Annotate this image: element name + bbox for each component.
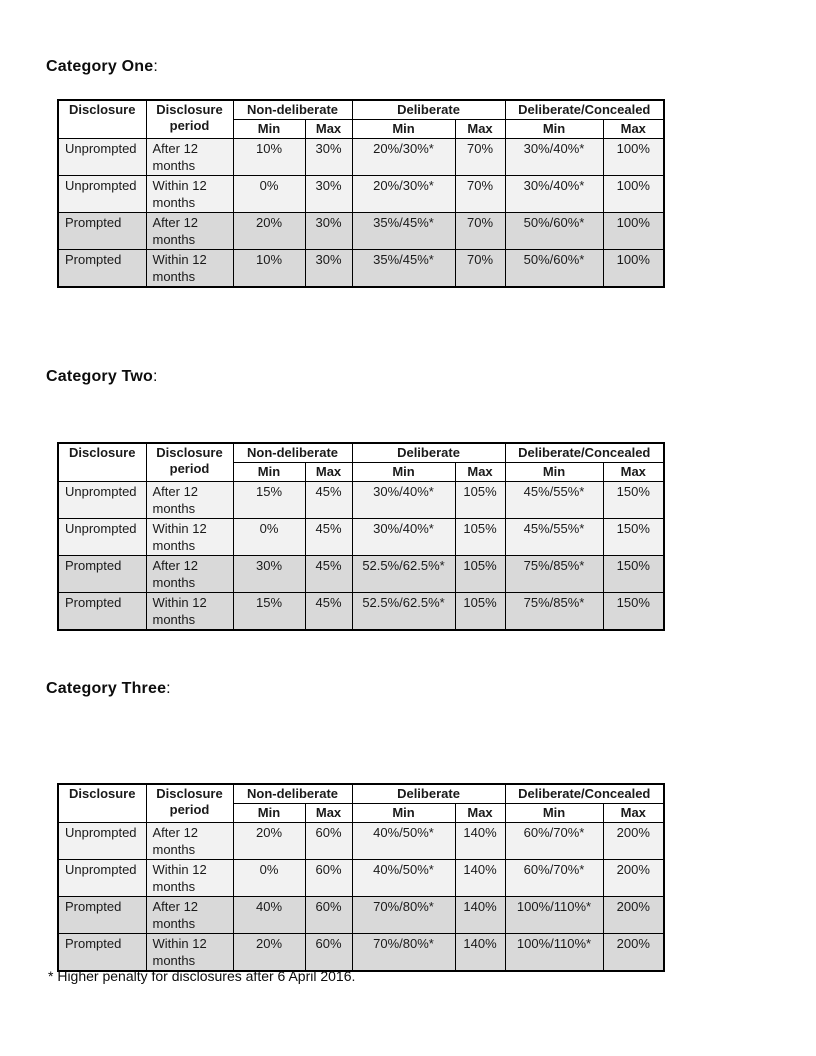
header-disclosure-period: Disclosure period xyxy=(146,100,233,139)
header-max: Max xyxy=(455,804,505,823)
cell-value: 20%/30%* xyxy=(352,139,455,176)
header-disclosure: Disclosure xyxy=(58,100,146,139)
cell-disclosure: Prompted xyxy=(58,250,146,288)
header-group-deliberate: Deliberate xyxy=(352,100,505,120)
cell-period: After 12 months xyxy=(146,556,233,593)
cell-period: After 12 months xyxy=(146,897,233,934)
table-header-group-row xyxy=(58,443,664,463)
header-min: Min xyxy=(505,120,603,139)
cell-value: 45%/55%* xyxy=(505,519,603,556)
cell-value: 40%/50%* xyxy=(352,823,455,860)
cell-disclosure: Unprompted xyxy=(58,860,146,897)
category-one-table xyxy=(57,99,665,288)
cell-value: 30% xyxy=(305,176,352,213)
cell-value: 70% xyxy=(455,250,505,288)
table-row xyxy=(58,934,664,972)
header-min: Min xyxy=(505,804,603,823)
cell-value: 15% xyxy=(233,482,305,519)
header-max: Max xyxy=(455,463,505,482)
table-row xyxy=(58,482,664,519)
cell-value: 75%/85%* xyxy=(505,556,603,593)
cell-disclosure: Unprompted xyxy=(58,519,146,556)
cell-disclosure: Unprompted xyxy=(58,482,146,519)
cell-value: 140% xyxy=(455,934,505,972)
heading-text: Category Three xyxy=(46,680,167,697)
cell-value: 60% xyxy=(305,934,352,972)
cell-value: 45% xyxy=(305,593,352,631)
cell-disclosure: Prompted xyxy=(58,897,146,934)
table-header-group-row xyxy=(58,784,664,804)
header-max: Max xyxy=(603,120,664,139)
heading-text: Category Two xyxy=(46,368,154,385)
category-two-table xyxy=(57,442,665,631)
cell-disclosure: Prompted xyxy=(58,556,146,593)
cell-value: 20% xyxy=(233,823,305,860)
cell-value: 150% xyxy=(603,556,664,593)
cell-period: Within 12 months xyxy=(146,934,233,972)
header-disclosure: Disclosure xyxy=(58,784,146,823)
cell-value: 10% xyxy=(233,250,305,288)
cell-value: 30%/40%* xyxy=(352,519,455,556)
cell-value: 100%/110%* xyxy=(505,934,603,972)
header-max: Max xyxy=(305,120,352,139)
heading-colon: : xyxy=(153,368,158,385)
cell-value: 100% xyxy=(603,139,664,176)
cell-value: 35%/45%* xyxy=(352,250,455,288)
table-row xyxy=(58,823,664,860)
cell-value: 140% xyxy=(455,897,505,934)
header-group-non-deliberate: Non-deliberate xyxy=(233,784,352,804)
cell-value: 52.5%/62.5%* xyxy=(352,593,455,631)
category-one-heading xyxy=(46,57,158,76)
cell-value: 15% xyxy=(233,593,305,631)
header-min: Min xyxy=(233,804,305,823)
table-row xyxy=(58,860,664,897)
cell-value: 30% xyxy=(305,139,352,176)
cell-value: 100% xyxy=(603,176,664,213)
cell-value: 105% xyxy=(455,482,505,519)
header-min: Min xyxy=(352,120,455,139)
cell-disclosure: Prompted xyxy=(58,213,146,250)
cell-value: 45% xyxy=(305,482,352,519)
heading-colon: : xyxy=(166,680,171,697)
header-disclosure: Disclosure xyxy=(58,443,146,482)
header-group-non-deliberate: Non-deliberate xyxy=(233,100,352,120)
header-group-non-deliberate: Non-deliberate xyxy=(233,443,352,463)
cell-value: 0% xyxy=(233,176,305,213)
cell-period: After 12 months xyxy=(146,823,233,860)
cell-value: 200% xyxy=(603,934,664,972)
cell-value: 30% xyxy=(305,250,352,288)
cell-value: 60%/70%* xyxy=(505,860,603,897)
cell-value: 35%/45%* xyxy=(352,213,455,250)
cell-value: 140% xyxy=(455,823,505,860)
table-row xyxy=(58,556,664,593)
header-group-deliberate-concealed: Deliberate/Concealed xyxy=(505,784,664,804)
cell-value: 30% xyxy=(305,213,352,250)
cell-value: 20% xyxy=(233,934,305,972)
cell-value: 105% xyxy=(455,556,505,593)
cell-disclosure: Unprompted xyxy=(58,139,146,176)
table-row xyxy=(58,250,664,288)
cell-period: After 12 months xyxy=(146,139,233,176)
table-row xyxy=(58,176,664,213)
cell-value: 150% xyxy=(603,519,664,556)
cell-period: Within 12 months xyxy=(146,593,233,631)
cell-value: 75%/85%* xyxy=(505,593,603,631)
header-max: Max xyxy=(603,463,664,482)
category-two-heading xyxy=(46,367,158,386)
table-row xyxy=(58,897,664,934)
cell-value: 30%/40%* xyxy=(505,176,603,213)
cell-disclosure: Prompted xyxy=(58,593,146,631)
table-header-group-row xyxy=(58,100,664,120)
cell-value: 60% xyxy=(305,860,352,897)
cell-period: Within 12 months xyxy=(146,250,233,288)
cell-value: 50%/60%* xyxy=(505,213,603,250)
cell-value: 45% xyxy=(305,519,352,556)
header-max: Max xyxy=(305,804,352,823)
table-row xyxy=(58,213,664,250)
cell-value: 140% xyxy=(455,860,505,897)
cell-value: 45% xyxy=(305,556,352,593)
header-min: Min xyxy=(233,463,305,482)
cell-value: 40%/50%* xyxy=(352,860,455,897)
cell-value: 50%/60%* xyxy=(505,250,603,288)
cell-period: After 12 months xyxy=(146,482,233,519)
footnote: * Higher penalty for disclosures after 6 April 2016. xyxy=(48,968,356,984)
cell-value: 200% xyxy=(603,823,664,860)
category-three-heading xyxy=(46,679,171,698)
cell-value: 45%/55%* xyxy=(505,482,603,519)
cell-disclosure: Unprompted xyxy=(58,823,146,860)
cell-period: Within 12 months xyxy=(146,519,233,556)
table-row xyxy=(58,519,664,556)
header-disclosure-period: Disclosure period xyxy=(146,784,233,823)
cell-value: 40% xyxy=(233,897,305,934)
cell-value: 70% xyxy=(455,139,505,176)
header-min: Min xyxy=(352,463,455,482)
cell-disclosure: Unprompted xyxy=(58,176,146,213)
cell-value: 100% xyxy=(603,213,664,250)
cell-value: 0% xyxy=(233,519,305,556)
cell-value: 52.5%/62.5%* xyxy=(352,556,455,593)
header-max: Max xyxy=(603,804,664,823)
cell-value: 100%/110%* xyxy=(505,897,603,934)
cell-value: 200% xyxy=(603,860,664,897)
header-min: Min xyxy=(352,804,455,823)
cell-value: 20%/30%* xyxy=(352,176,455,213)
header-disclosure-period: Disclosure period xyxy=(146,443,233,482)
cell-value: 60%/70%* xyxy=(505,823,603,860)
header-group-deliberate-concealed: Deliberate/Concealed xyxy=(505,100,664,120)
cell-value: 150% xyxy=(603,593,664,631)
cell-value: 0% xyxy=(233,860,305,897)
cell-value: 105% xyxy=(455,593,505,631)
cell-period: After 12 months xyxy=(146,213,233,250)
cell-value: 70% xyxy=(455,176,505,213)
cell-value: 200% xyxy=(603,897,664,934)
cell-value: 70% xyxy=(455,213,505,250)
cell-value: 105% xyxy=(455,519,505,556)
header-min: Min xyxy=(233,120,305,139)
cell-value: 20% xyxy=(233,213,305,250)
cell-value: 30%/40%* xyxy=(505,139,603,176)
cell-value: 10% xyxy=(233,139,305,176)
cell-value: 30% xyxy=(233,556,305,593)
cell-value: 70%/80%* xyxy=(352,897,455,934)
cell-period: Within 12 months xyxy=(146,860,233,897)
category-three-table xyxy=(57,783,665,972)
header-min: Min xyxy=(505,463,603,482)
header-group-deliberate-concealed: Deliberate/Concealed xyxy=(505,443,664,463)
table-row xyxy=(58,139,664,176)
cell-disclosure: Prompted xyxy=(58,934,146,972)
heading-text: Category One xyxy=(46,58,154,75)
cell-value: 70%/80%* xyxy=(352,934,455,972)
cell-value: 150% xyxy=(603,482,664,519)
heading-colon: : xyxy=(153,58,158,75)
header-max: Max xyxy=(305,463,352,482)
table-row xyxy=(58,593,664,631)
cell-period: Within 12 months xyxy=(146,176,233,213)
header-group-deliberate: Deliberate xyxy=(352,443,505,463)
header-group-deliberate: Deliberate xyxy=(352,784,505,804)
cell-value: 60% xyxy=(305,823,352,860)
cell-value: 100% xyxy=(603,250,664,288)
cell-value: 30%/40%* xyxy=(352,482,455,519)
header-max: Max xyxy=(455,120,505,139)
cell-value: 60% xyxy=(305,897,352,934)
